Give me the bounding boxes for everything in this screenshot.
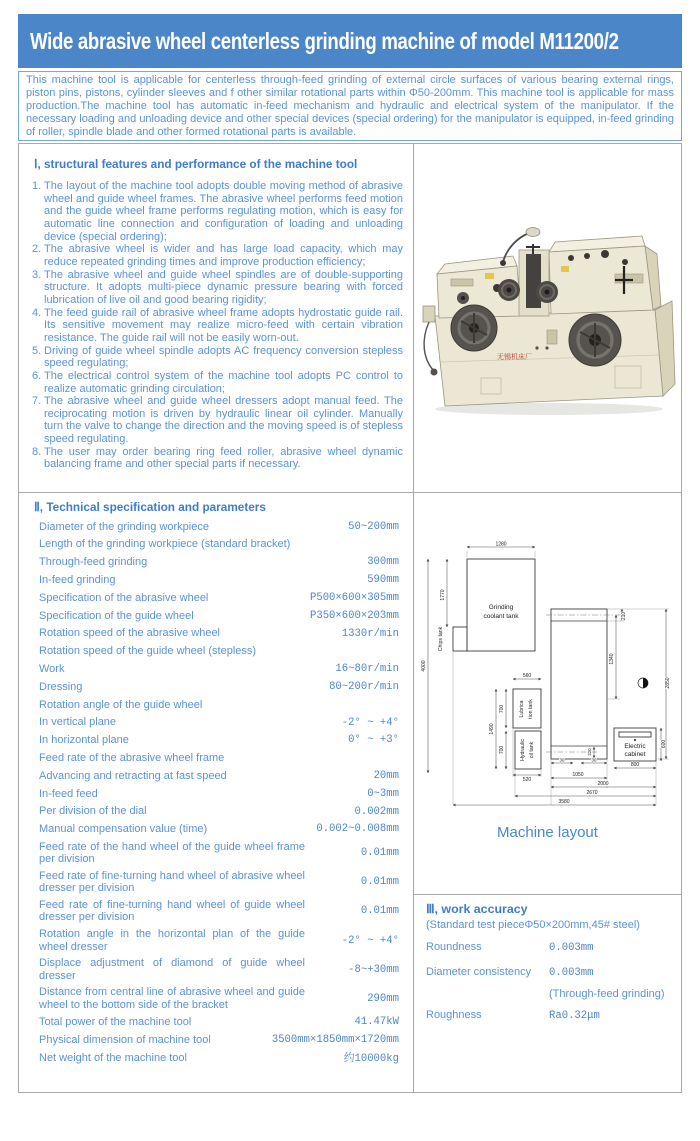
spec-label: Advancing and retracting at fast speed [39,769,227,782]
spec-row [39,803,399,821]
spec-value: 0° ~ +3° [348,734,399,747]
spec-label: Feed rate of fine-turning hand wheel of abrasive wheel dresser per division [39,869,305,895]
feature-text: The user may order bearing ring feed roller, abrasive wheel dynamic balancing frame and other special parts if necessary. [44,445,403,471]
spec-row [39,955,399,984]
machine-handwheel-left [451,305,497,351]
spec-row [39,984,399,1013]
dim-1490: 1490 [489,723,495,735]
spec-value: 50~200mm [348,520,399,533]
feature-item [32,269,403,307]
section3-heading: Ⅲ, work accuracy [426,902,528,916]
spec-label: Diameter of the grinding workpiece [39,520,209,533]
electric-cabinet-label-1: Electric [624,743,646,750]
machine-right-console [549,236,661,314]
spec-row [39,1013,399,1031]
hydraulic-tank-box [515,731,541,769]
spec-value: 约10000kg [343,1053,399,1066]
spec-label: Total power of the machine tool [39,1016,192,1029]
spec-label: Feed rate of fine-turning hand wheel of guide wheel dresser per division [39,898,305,924]
spec-value: -2° ~ +4° [341,716,399,729]
machine-marking-text: 无锡机床厂 [497,354,532,361]
dim-4000: 4000 [421,660,427,672]
spec-row [39,625,399,643]
feature-number: 7. [32,395,42,408]
dim-1340: 1340 [609,653,615,665]
feature-number: 6. [32,369,42,382]
spec-value: 80~200r/min [329,681,399,694]
lubrication-tank-label-1: Lubrica [519,700,525,718]
spec-label: Feed rate of the hand wheel of the guide wheel frame per division [39,840,305,865]
accuracy-label: Diameter consistency [426,966,532,978]
feature-text: The electrical control system of the machine tool adopts PC control to realize automatic grinding circulation; [44,369,403,395]
hydraulic-tank-label-2: oil tank [529,741,535,759]
spec-label: Dressing [39,680,83,693]
accuracy-value: 0.003mm [549,967,594,979]
spec-row [39,536,399,554]
machine-photo-illustration [418,216,676,420]
spec-value: 1330r/min [341,627,399,640]
section-structural-features [19,144,413,471]
spec-value: 0.01mm [360,846,399,859]
spec-label: Net weight of the machine tool [39,1051,187,1064]
dim-520: 520 [522,777,532,783]
dim-600: 600 [661,739,667,749]
spec-label: Specification of the guide wheel [39,609,194,622]
feature-text: The abrasive wheel and guide wheel dressers adopt manual feed. The reciprocating motion is driven by hydraulic linear oil cylinder. Manually turn the valve to change the direction and the moving speed is of stepless speed regulating. [44,395,403,446]
spec-row [39,821,399,839]
vertical-divider [413,144,414,1092]
spec-label: In-feed grinding [39,574,116,587]
spec-row [39,868,399,897]
feature-text: The abrasive wheel is wider and has large load capacity, which may reduce repeated grinding times and improve production efficiency; [44,243,403,268]
spec-row [39,660,399,678]
spec-value: 0.01mm [360,876,399,889]
spec-label: Rotation angle in the horizontal plan of the guide wheel dresser [39,928,305,953]
spec-label: Rotation speed of the guide wheel (stepless) [39,645,257,658]
accuracy-value: (Through-feed grinding) [549,988,665,1000]
spec-row [39,838,399,867]
feature-number: 1. [32,180,42,192]
spec-label: Per division of the dial [39,805,147,818]
machine-center-tower [519,244,549,316]
spec-value: 590mm [367,574,399,587]
dim-1280: 1280 [495,541,507,548]
spec-row [39,1049,399,1067]
spec-row [39,897,399,926]
spec-row [39,767,399,785]
spec-row [39,678,399,696]
feature-item [32,180,403,243]
feature-item [32,307,403,345]
spec-label: In-feed feed [39,787,98,800]
spec-label: Work [39,663,65,676]
feature-number: 4. [32,306,42,319]
spec-row [39,926,399,955]
spec-label: Feed rate of the abrasive wheel frame [39,752,225,765]
feature-number: 5. [32,344,42,357]
spec-label: Rotation speed of the abrasive wheel [39,627,221,640]
intro-box [18,71,682,141]
accuracy-row [426,988,682,1000]
section2-heading: Ⅱ, Technical specification and parameters [34,500,266,514]
section-work-accuracy [426,901,682,1022]
machine-handwheel-right [569,314,621,366]
machine-layout-diagram [416,531,680,813]
lubrication-tank-box [513,689,541,728]
features-list [19,180,413,471]
section-technical-specs [19,492,413,1067]
dim-560: 560 [522,673,532,679]
spec-row [39,696,399,714]
coolant-tank-label-1: Grinding [488,604,514,611]
dim-1770: 1770 [440,589,446,601]
spec-row [39,1031,399,1049]
spec-value: 0~3mm [367,787,399,800]
lubrication-tank-label-2: tion tank [528,699,534,719]
spec-value: -2° ~ +4° [341,934,399,947]
hydraulic-tank-label-1: Hydraulic [520,739,526,761]
accuracy-row [426,1009,682,1022]
spec-value: P350×600×203mm [309,609,399,622]
spec-value: 20mm [373,770,399,783]
feature-text: The feed guide rail of abrasive wheel frame adopts hydrostatic guide rail. Its sensitive movement may realize micro-feed with certain vibration resistance. The guide rail will not be easily worn-out. [44,306,403,344]
spec-label: Distance from central line of abrasive wheel and guide wheel to the bottom side of the bracket [39,986,305,1011]
dim-800: 800 [630,762,640,768]
dim-2670: 2670 [586,790,598,796]
spec-row [39,571,399,589]
spec-label: In vertical plane [39,716,117,729]
spec-value: 16~80r/min [335,663,399,676]
dim-700b: 700 [499,745,505,755]
spec-label: Rotation angle of the guide wheel [39,698,203,711]
dim-2000: 2000 [597,781,609,787]
spec-row [39,554,399,572]
spec-row [39,518,399,536]
spec-row [39,732,399,750]
feature-item [32,370,403,395]
dim-700a: 700 [499,704,505,714]
feature-number: 2. [32,243,42,256]
spec-label: Specification of the abrasive wheel [39,591,209,604]
section3-subtitle: (Standard test pieceΦ50×200mm,45# steel) [426,919,640,931]
spec-label: In horizontal plane [39,734,129,747]
spec-table [39,518,399,1067]
spec-label: Manual compensation value (time) [39,823,208,836]
horizontal-divider-right [414,894,681,895]
electric-cabinet-label-2: cabinet [624,751,646,758]
spec-value: 41.47kW [354,1016,399,1029]
spec-label: Through-feed grinding [39,556,148,569]
accuracy-value: Ra0.32μm [549,1010,600,1022]
diagram-caption: Machine layout [497,824,598,841]
feature-item [32,446,403,471]
spec-row [39,714,399,732]
spec-row [39,607,399,625]
spec-label: Displace adjustment of diamond of guide wheel dresser [39,957,305,982]
page-title: Wide abrasive wheel centerless grinding machine of model M11200/2 [30,27,619,54]
accuracy-value: 0.003mm [549,942,594,954]
feature-number: 3. [32,268,42,281]
title-bar [18,14,682,68]
spec-row [39,749,399,767]
spec-value: 0.01mm [360,905,399,918]
feature-text: Driving of guide wheel spindle adopts AC frequency conversion stepless speed regulating; [44,344,403,370]
dim-210: 210 [621,611,627,621]
feature-number: 8. [32,445,42,458]
dim-30b: 30 [591,757,597,763]
coolant-tank-label-2: coolant tank [483,613,519,620]
dim-220: 220 [587,748,592,756]
feature-item [32,345,403,370]
machine-body-box [551,609,607,759]
accuracy-row [426,941,682,954]
spec-value: 290mm [367,992,399,1005]
spec-value: 0.002mm [354,805,399,818]
chips-tank-box [453,627,467,651]
dim-3580: 3580 [558,799,570,805]
dim-2850: 2850 [665,677,671,689]
accuracy-label: Roundness [426,941,482,953]
feature-text: The layout of the machine tool adopts double moving method of abrasive wheel and guide wheel frames. The abrasive wheel performs feed motion and the guide wheel frame performs regulating motion, which is easy for automatic line connection and configuration of loading and unloading device (special ordering); [44,180,403,243]
spec-row [39,643,399,661]
spec-row [39,589,399,607]
spec-label: Physical dimension of machine tool [39,1033,211,1046]
spec-row [39,785,399,803]
feature-item [32,395,403,446]
dim-1050: 1050 [572,772,584,778]
spec-value: 0.002~0.008mm [316,823,399,836]
intro-text: This machine tool is applicable for centerless through-feed grinding of external circle surfaces of various bearing external rings, piston pins, pistons, cylinder sleeves and f other similar rotational parts within Φ50-200mm. This machine tool is applicable for mass production.The machine tool has automatic in-feed mechanism and hydraulic and electrical system of the manipulator. If the necessary loading and unloading device and other special devices (special ordering) for the manipulator is equipped, in-feed grinding of roller, spindle blade and other formed rotational parts is available. [26,74,674,138]
spec-value: -8~+30mm [348,963,399,976]
datum-symbol [638,678,648,688]
feature-text: The abrasive wheel and guide wheel spindles are of double-supporting structure. It adopts multi-piece dynamic pressure bearing with forced lubrication of live oil and good bearing rigidity; [44,268,403,306]
spec-value: P500×600×305mm [309,592,399,605]
spec-value: 3500mm×1850mm×1720mm [271,1034,399,1047]
accuracy-row [426,966,682,979]
dim-30a: 30 [559,757,565,763]
chips-tank-label: Chips tank [438,626,444,652]
spec-label: Length of the grinding workpiece (standard bracket) [39,538,291,551]
feature-item [32,243,403,268]
main-content [18,143,682,1093]
spec-value: 300mm [367,556,399,569]
section1-heading: Ⅰ, structural features and performance of the machine tool [34,157,358,171]
accuracy-label: Roughness [426,1009,482,1021]
accuracy-table [426,941,682,1022]
